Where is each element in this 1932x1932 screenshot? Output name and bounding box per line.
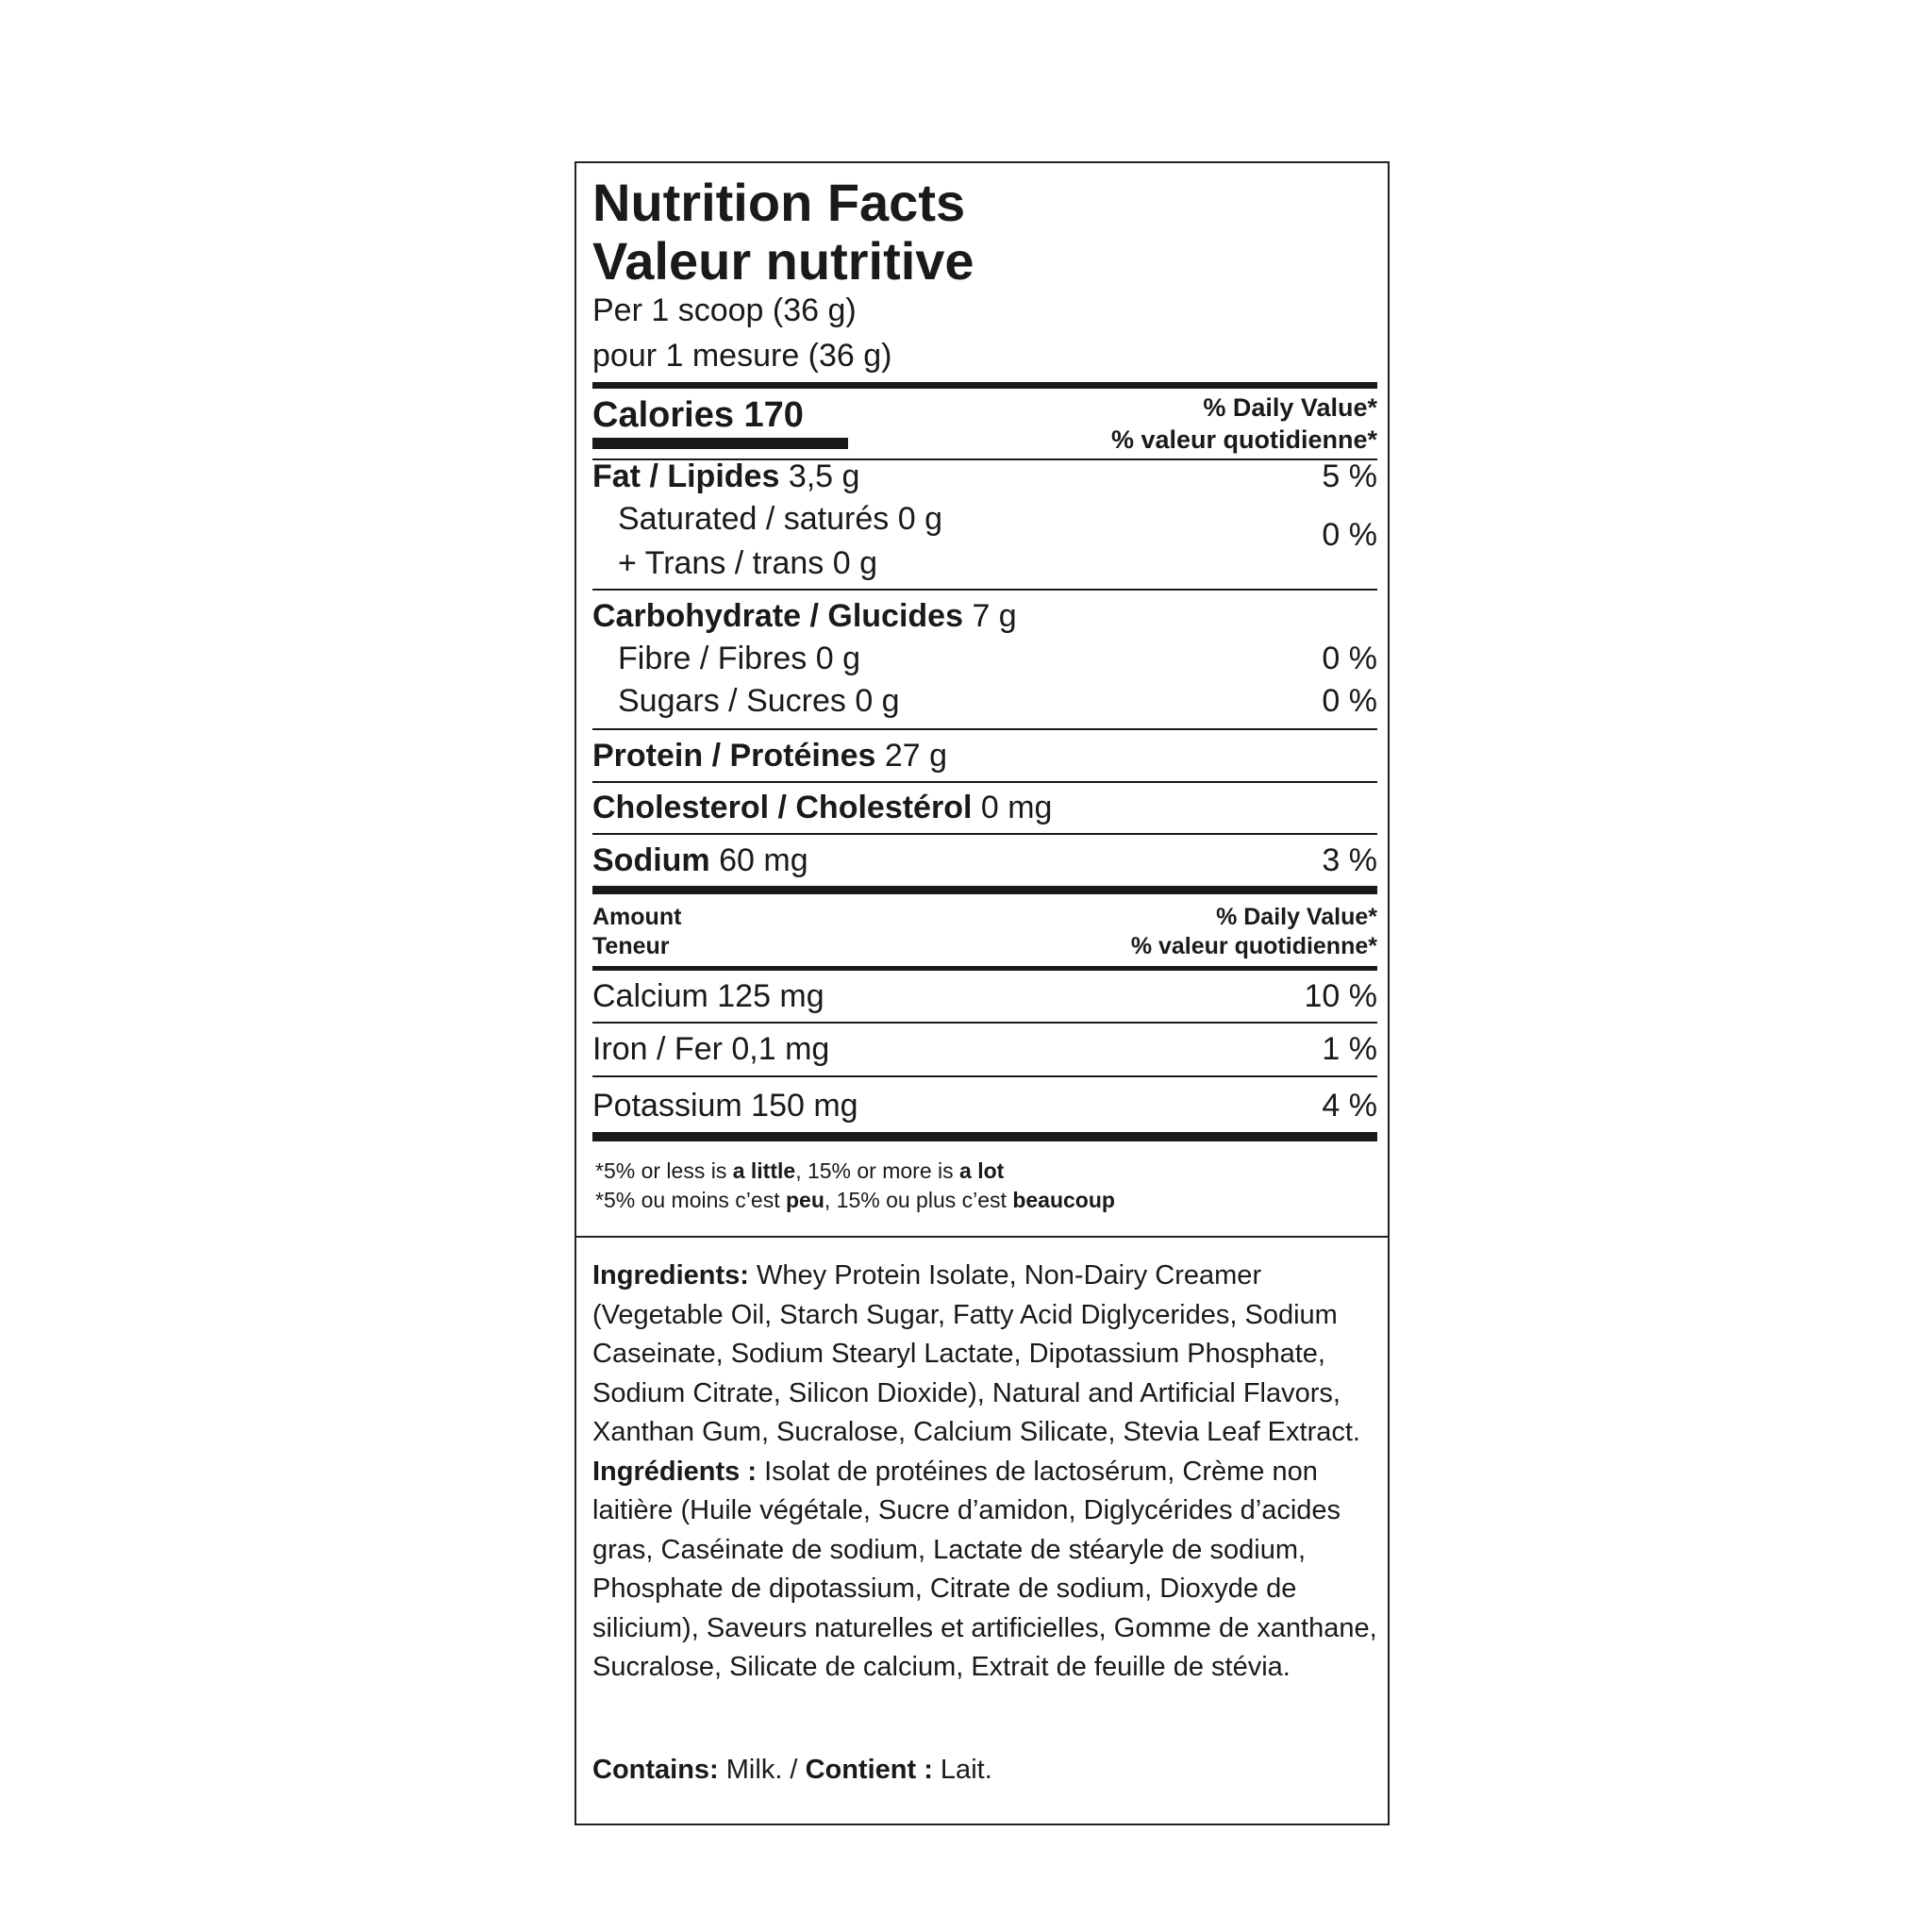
carb-row (592, 595, 1377, 637)
calcium-row (592, 975, 1377, 1017)
amount-fr: Teneur (592, 933, 670, 959)
fat-amount: 3,5 g (788, 458, 860, 494)
footnote-en-little: a little (732, 1158, 796, 1183)
trans-row (592, 542, 1377, 584)
sat-trans-dv: 0 % (1322, 517, 1377, 553)
fat-row (592, 456, 1377, 497)
cholesterol-amount: 0 mg (980, 790, 1053, 825)
protein-amount: 27 g (884, 738, 948, 774)
footnote-en (595, 1157, 1004, 1186)
rule (592, 966, 1377, 971)
sugars-label: Sugars / Sucres 0 g (618, 683, 900, 719)
calories-label: Calories 170 (592, 395, 804, 435)
ingredients-list-fr: Isolat de protéines de lactosérum, Crème non laitière (Huile végétale, Sucre d’amidon, Diglycérides d’acides gras, Caséinate de sodium, Lactate de stéaryle de sodium, Phosphate de dipotassium, Citrate de sodium, Dioxyde de silicium), Saveurs naturelles et artificielles, Gomme de xanthane, Sucralose, Silicate de calcium, Extrait de feuille de stévia. (592, 1456, 1377, 1682)
thick-rule (592, 382, 1377, 389)
iron-row (592, 1028, 1377, 1070)
rule (592, 833, 1377, 835)
nutrition-facts-panel (576, 163, 1388, 1238)
daily-value-en: % Daily Value* (1203, 393, 1377, 422)
contains-label-fr: Contient : (805, 1755, 933, 1785)
rule (592, 1022, 1377, 1024)
amount-en: Amount (592, 904, 682, 930)
potassium-dv: 4 % (1322, 1088, 1377, 1124)
rule (592, 728, 1377, 730)
section-divider (576, 1236, 1388, 1238)
cholesterol-row (592, 787, 1377, 828)
potassium-row (592, 1085, 1377, 1126)
iron-dv: 1 % (1322, 1031, 1377, 1067)
sodium-label: Sodium (592, 842, 710, 878)
ingredients-label-fr: Ingrédients : (592, 1456, 758, 1487)
contains-text-fr: Lait. (932, 1755, 992, 1785)
rule (592, 589, 1377, 591)
cholesterol-label: Cholesterol / Cholestérol (592, 790, 973, 825)
protein-row (592, 735, 1377, 776)
contains-label-en: Contains: (592, 1755, 719, 1785)
rule (592, 781, 1377, 783)
footnote-fr-pre: *5% ou moins c’est (595, 1188, 786, 1212)
fibre-row (592, 638, 1377, 679)
fat-dv: 5 % (1322, 458, 1377, 494)
title-fr: Valeur nutritive (592, 231, 974, 291)
nutrition-label (575, 161, 1390, 1825)
saturated-label: Saturated / saturés 0 g (618, 501, 942, 537)
footnote-fr-peu: peu (785, 1188, 824, 1212)
fat-label: Fat / Lipides (592, 458, 780, 494)
fibre-label: Fibre / Fibres 0 g (618, 641, 860, 676)
amount-heading (592, 903, 1377, 961)
calories-underline (592, 438, 848, 449)
rule (592, 1075, 1377, 1077)
daily-value-heading-2 (1131, 903, 1377, 961)
calcium-label: Calcium 125 mg (592, 978, 824, 1014)
thick-rule (592, 886, 1377, 894)
daily-value-en-2: % Daily Value* (1216, 904, 1377, 930)
serving-size-fr: pour 1 mesure (36 g) (592, 338, 892, 374)
contains-text-en: Milk. / (718, 1755, 806, 1785)
footnote-en-mid: , 15% or more is (795, 1158, 960, 1183)
sodium-row (592, 840, 1377, 881)
daily-value-fr: % valeur quotidienne* (1110, 425, 1377, 454)
title-en: Nutrition Facts (592, 173, 966, 232)
sugars-dv: 0 % (1322, 683, 1377, 719)
footnote-fr (595, 1186, 1115, 1215)
ingredients-label-en: Ingredients: (592, 1260, 749, 1291)
sodium-amount: 60 mg (719, 842, 808, 878)
protein-label: Protein / Protéines (592, 738, 876, 774)
fibre-dv: 0 % (1322, 641, 1377, 676)
allergen-statement (592, 1751, 1377, 1790)
iron-label: Iron / Fer 0,1 mg (592, 1031, 830, 1067)
footnote-fr-beaucoup: beaucoup (1012, 1188, 1115, 1212)
footnote-en-lot: a lot (959, 1158, 1005, 1183)
carb-amount: 7 g (972, 598, 1017, 634)
daily-value-fr-2: % valeur quotidienne* (1130, 933, 1377, 959)
serving-size-en: Per 1 scoop (36 g) (592, 292, 857, 328)
carb-label: Carbohydrate / Glucides (592, 598, 963, 634)
daily-value-heading (1111, 391, 1377, 456)
footnote-en-pre: *5% or less is (595, 1158, 733, 1183)
sugars-row (592, 680, 1377, 722)
ingredients-text (592, 1257, 1377, 1688)
calcium-dv: 10 % (1304, 978, 1377, 1014)
thick-rule (592, 1132, 1377, 1141)
ingredients-list-en: Whey Protein Isolate, Non-Dairy Creamer (Vegetable Oil, Starch Sugar, Fatty Acid Diglycerides, Sodium Caseinate, Sodium Stearyl Lactate, Dipotassium Phosphate, Sodium Citrate, Silicon Dioxide), Natural and Artificial Flavors, Xanthan Gum, Sucralose, Calcium Silicate, Stevia Leaf Extract. (592, 1260, 1360, 1447)
trans-label: + Trans / trans 0 g (618, 545, 877, 581)
potassium-label: Potassium 150 mg (592, 1088, 858, 1124)
footnote-fr-mid: , 15% ou plus c’est (824, 1188, 1013, 1212)
saturated-row (592, 498, 1377, 540)
sodium-dv: 3 % (1322, 842, 1377, 878)
